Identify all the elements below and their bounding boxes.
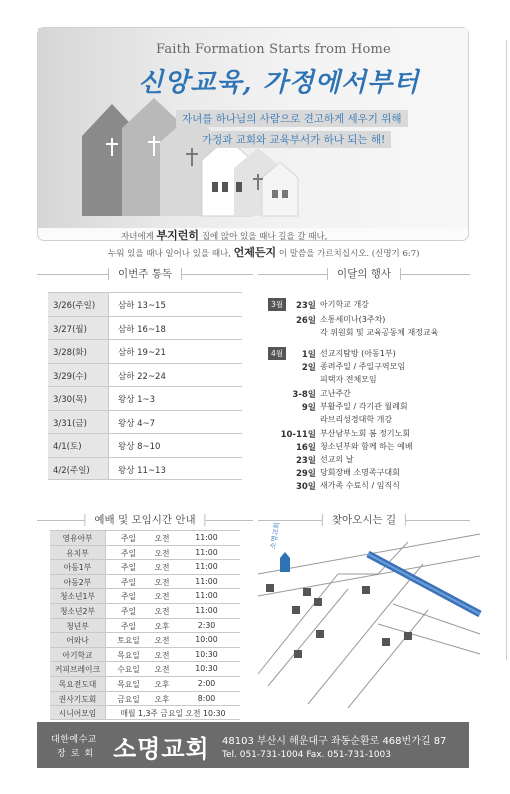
denomination-line-1: 대한예수교 xyxy=(51,735,97,745)
event-day: 3-8일 xyxy=(292,390,316,400)
list-item xyxy=(266,348,476,360)
group-day: 금요일 xyxy=(105,692,151,706)
list-item xyxy=(266,480,476,492)
list-item xyxy=(266,441,476,453)
event-text: 종려주일 / 주일구역모임 xyxy=(320,362,406,371)
group-name: 청년부 xyxy=(50,619,105,633)
table-row xyxy=(48,433,242,457)
list-item xyxy=(266,388,476,400)
reading-date: 3/31(금) xyxy=(48,411,108,434)
table-row xyxy=(50,705,240,720)
group-ampm: 오전 xyxy=(154,592,170,602)
group-ampm: 오후 xyxy=(154,694,170,704)
hero-subtitle-2: 가정과 교회와 교육부서가 하나 되는 해! xyxy=(196,131,391,148)
event-text: 소통세미나(3주차) xyxy=(320,315,386,324)
reading-range: 왕상 11~13 xyxy=(108,458,242,480)
group-name: 권사기도회 xyxy=(50,692,105,706)
reading-range: 삼하 16~18 xyxy=(108,317,242,340)
korean-title: 신앙교육, 가정에서부터 xyxy=(138,68,420,98)
table-row xyxy=(48,410,242,434)
group-name: 아동2부 xyxy=(50,575,105,589)
group-time: 10:30 xyxy=(195,649,218,659)
reading-range: 왕상 4~7 xyxy=(108,411,242,434)
verse-emphasis: 언제든지 xyxy=(233,246,277,259)
denomination-line-2: 장로회 xyxy=(57,749,99,759)
group-day: 수요일 xyxy=(105,662,151,676)
table-row xyxy=(48,316,242,340)
group-ampm: 오전 xyxy=(154,665,170,675)
verse-text: 자녀에게 xyxy=(121,232,157,242)
group-ampm: 오전 xyxy=(154,534,170,543)
table-row xyxy=(48,386,242,410)
group-ampm: 오전 xyxy=(154,548,170,558)
reading-range: 왕상 8~10 xyxy=(108,434,242,457)
table-row xyxy=(50,588,240,603)
table-row xyxy=(50,691,240,706)
table-row xyxy=(50,676,240,691)
event-day: 23일 xyxy=(295,456,316,466)
reading-date: 3/27(월) xyxy=(48,317,108,340)
group-time: 11:00 xyxy=(195,591,218,601)
reading-date: 3/29(수) xyxy=(48,364,108,387)
event-day: 1일 xyxy=(301,350,316,360)
group-ampm: 오후 xyxy=(154,679,170,689)
edge-rule xyxy=(506,40,507,660)
reading-date: 4/1(토) xyxy=(48,434,108,457)
reading-date: 3/26(주일) xyxy=(48,293,108,316)
group-time: 10:30 xyxy=(195,664,218,674)
event-day: 10-11일 xyxy=(280,430,316,440)
table-row xyxy=(50,545,240,560)
group-ampm: 오후 xyxy=(154,621,170,631)
group-time: 11:00 xyxy=(195,576,218,586)
group-day: 토요일 xyxy=(105,633,151,647)
reading-title: 이번주 통독 xyxy=(108,266,182,281)
event-text: 부활주일 / 각기관 월례회 xyxy=(320,402,408,411)
event-day: 2일 xyxy=(301,363,316,373)
group-day: 주일 xyxy=(105,589,151,603)
table-row xyxy=(50,647,240,662)
event-text: 피택자 전체모임 xyxy=(320,375,377,384)
verse-text: 집에 앉아 있을 때나 길을 갈 때나, xyxy=(199,232,328,242)
group-time: 8:00 xyxy=(197,693,216,703)
event-day: 29일 xyxy=(295,469,316,479)
reading-header xyxy=(37,266,253,284)
map-title: 찾아오시는 길 xyxy=(322,512,406,527)
hero-subtitle-1: 자녀를 하나님의 사람으로 견고하게 세우기 위해 xyxy=(176,110,408,127)
group-name: 커피브레이크 xyxy=(50,662,105,676)
group-time: 11:00 xyxy=(195,533,218,542)
group-time: 2:00 xyxy=(197,678,216,688)
table-row xyxy=(50,603,240,618)
times-title: 예배 및 모임시간 안내 xyxy=(84,512,205,527)
group-ampm: 오전 xyxy=(154,636,170,646)
reading-date: 4/2(주일) xyxy=(48,458,108,480)
event-text: 당회장배 소명족구대회 xyxy=(320,468,400,477)
reading-date: 3/28(화) xyxy=(48,340,108,363)
group-time: 11:00 xyxy=(195,562,218,572)
group-name: 아기학교 xyxy=(50,648,105,662)
reading-date: 3/30(목) xyxy=(48,387,108,410)
hero-banner xyxy=(37,27,469,259)
event-text: 새가족 수료식 / 임직식 xyxy=(320,481,400,490)
events-title: 이달의 행사 xyxy=(327,266,401,281)
group-ampm: 오전 xyxy=(154,563,170,573)
event-text: 선교지탐방 (아동1부) xyxy=(320,349,396,358)
reading-range: 삼하 13~15 xyxy=(108,293,242,316)
month-badge: 3월 xyxy=(268,298,286,311)
table-row xyxy=(50,618,240,633)
event-text: 청소년부와 함께 하는 예배 xyxy=(320,442,413,451)
times-header xyxy=(37,512,253,530)
event-text: 고난주간 xyxy=(320,389,351,398)
reading-range: 삼하 22~24 xyxy=(108,364,242,387)
verse-emphasis: 부지런히 xyxy=(156,229,200,242)
event-day: 9일 xyxy=(301,403,316,413)
group-name: 유치부 xyxy=(50,546,105,560)
event-day: 23일 xyxy=(295,301,316,311)
church-phone: Tel. 051-731-1004 Fax. 051-731-1003 xyxy=(222,750,392,760)
group-name: 청소년2부 xyxy=(50,604,105,618)
table-row xyxy=(50,530,240,545)
group-day: 주일 xyxy=(105,604,151,618)
church-map-label: 소명교회 xyxy=(268,521,282,550)
table-row xyxy=(48,339,242,363)
list-item xyxy=(266,414,476,426)
list-item xyxy=(266,374,476,386)
group-day: 주일 xyxy=(105,531,151,545)
event-day: 16일 xyxy=(295,443,316,453)
group-day: 목요일 xyxy=(105,648,151,662)
group-time: 2:30 xyxy=(197,620,216,630)
group-day: 주일 xyxy=(105,546,151,560)
table-row xyxy=(50,632,240,647)
verse-text: 누워 있을 때나 일어나 있을 때나, xyxy=(108,249,234,259)
church-name: 소명교회 xyxy=(113,735,210,763)
table-row xyxy=(50,661,240,676)
event-text: 아기학교 개강 xyxy=(320,300,369,309)
group-name: 시니어모임 xyxy=(50,706,105,719)
group-day: 주일 xyxy=(105,619,151,633)
group-day: 목요일 xyxy=(105,677,151,691)
event-text: 부산남부노회 봄 정기노회 xyxy=(320,429,411,438)
month-badge: 4월 xyxy=(268,347,286,360)
list-item xyxy=(266,401,476,413)
church-address: 48103 부산시 해운대구 좌동순환로 468번가길 87 xyxy=(222,736,447,747)
table-row xyxy=(48,363,242,387)
verse-text: 이 말씀을 가르치십시오. (신명기 6:7) xyxy=(276,249,420,259)
group-ampm: 오전 xyxy=(154,650,170,660)
verse-line-2 xyxy=(108,244,419,260)
reading-range: 삼하 19~21 xyxy=(108,340,242,363)
times-table xyxy=(50,530,240,720)
group-ampm: 오전 xyxy=(154,577,170,587)
table-row xyxy=(48,457,242,481)
group-time: 10:00 xyxy=(195,635,218,645)
events-header xyxy=(258,266,470,284)
group-name: 어와나 xyxy=(50,633,105,647)
verse-line-1 xyxy=(121,227,327,243)
group-day: 주일 xyxy=(105,575,151,589)
event-text: 라브리성경대학 개강 xyxy=(320,415,393,424)
table-row xyxy=(48,292,242,316)
group-name: 아동1부 xyxy=(50,560,105,574)
table-row xyxy=(50,574,240,589)
event-text: 선교의 날 xyxy=(320,455,354,464)
event-day: 26일 xyxy=(295,316,316,326)
table-row xyxy=(50,559,240,574)
event-day: 30일 xyxy=(295,482,316,492)
group-time: 11:00 xyxy=(195,547,218,557)
group-name: 영유아부 xyxy=(50,531,105,545)
footer-bar xyxy=(37,722,469,768)
group-time: 11:00 xyxy=(195,605,218,615)
directions-map xyxy=(258,534,480,708)
group-schedule: 매월 1,3주 금요일 오전 10:30 xyxy=(105,706,240,719)
list-item xyxy=(266,327,476,339)
group-name: 청소년1부 xyxy=(50,589,105,603)
list-item xyxy=(266,314,476,326)
group-day: 주일 xyxy=(105,560,151,574)
list-item xyxy=(266,467,476,479)
map-header xyxy=(258,512,470,530)
group-ampm: 오전 xyxy=(154,606,170,616)
list-item xyxy=(266,361,476,373)
group-name: 목요전도대 xyxy=(50,677,105,691)
english-title: Faith Formation Starts from Home xyxy=(156,42,391,57)
event-text: 각 위원회 및 교육공동체 재정교육 xyxy=(320,328,439,337)
list-item xyxy=(266,454,476,466)
list-item xyxy=(266,299,476,311)
reading-range: 왕상 1~3 xyxy=(108,387,242,410)
reading-table xyxy=(48,292,242,480)
list-item xyxy=(266,428,476,440)
